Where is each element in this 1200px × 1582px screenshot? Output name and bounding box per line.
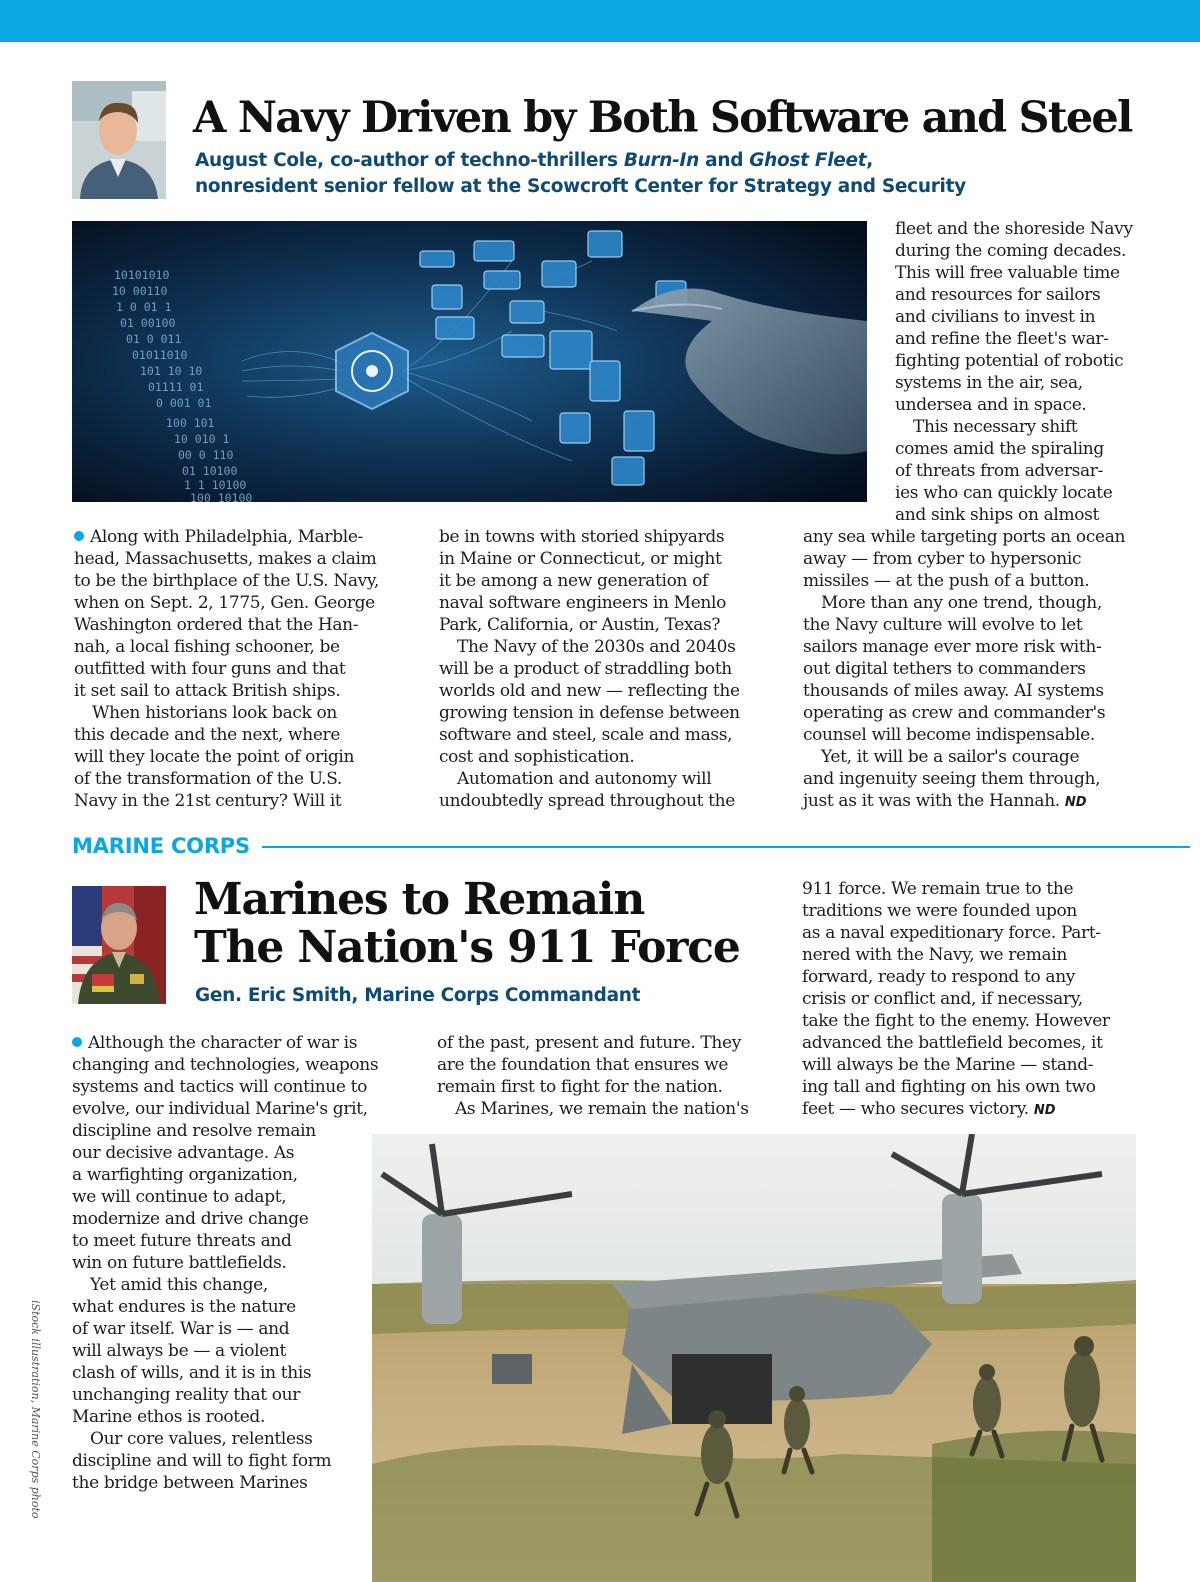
navy-column-3-top: fleet and the shoreside Navy during the coming decades. This will free valuable time and resources for sailors and civilians to invest in and refine the fleet's war- fighting potential of robotic systems in the air, sea, undersea and in space. This necessary shift comes amid the spiraling of threats from adversar- ies who can quickly locate and sink ships on almost <box>895 219 1133 525</box>
end-mark: ND <box>1064 795 1087 810</box>
svg-text:01 00100: 01 00100 <box>120 316 176 330</box>
top-color-bar <box>0 0 1200 42</box>
end-mark: ND <box>1033 1103 1056 1118</box>
paragraph-bullet-icon <box>74 531 84 541</box>
svg-text:01 0 011: 01 0 011 <box>126 332 182 346</box>
book-title-burn-in: Burn-In <box>623 150 700 171</box>
navy-headline: A Navy Driven by Both Software and Steel <box>193 93 1132 143</box>
section-label: MARINE CORPS <box>72 834 250 858</box>
svg-text:1 0 01 1: 1 0 01 1 <box>116 300 172 314</box>
section-divider <box>262 846 1190 848</box>
author-portrait-august-cole <box>72 81 166 199</box>
navy-column-2: be in towns with storied shipyards in Maine or Connecticut, or might it be among a new generation of naval software engineers in Menlo Park, California, or Austin, Texas? The Navy of the 2030s and 2040s will be a product of straddling both worlds old and new — reflecting the growing tension in defense between software and steel, scale and mass, cost and sophistication. Automation and autonomy will undoubtedly spread throughout the <box>439 527 740 811</box>
svg-text:10101010: 10101010 <box>114 268 170 282</box>
svg-text:00 0 110: 00 0 110 <box>178 448 234 462</box>
svg-text:100 10100: 100 10100 <box>190 491 253 502</box>
svg-text:100 101: 100 101 <box>166 416 215 430</box>
svg-text:0 001 01: 0 001 01 <box>156 396 212 410</box>
author-portrait-eric-smith <box>72 886 166 1004</box>
marine-headline <box>194 876 740 972</box>
svg-text:1 1 10100: 1 1 10100 <box>184 478 247 492</box>
marine-byline: Gen. Eric Smith, Marine Corps Commandant <box>195 985 641 1006</box>
navy-byline-line2: nonresident senior fellow at the Scowcroft Center for Strategy and Security <box>195 176 966 197</box>
paragraph-bullet-icon <box>72 1037 82 1047</box>
svg-text:01011010: 01011010 <box>132 348 188 362</box>
svg-text:10 010 1: 10 010 1 <box>174 432 230 446</box>
photo-credit: iStock illustration, Marine Corps photo <box>29 1300 42 1519</box>
marine-column-2: of the past, present and future. They are the foundation that ensures we remain first to fight for the nation. As Marines, we remain the nation's <box>437 1033 749 1119</box>
navy-column-1: Along with Philadelphia, Marble- head, Massachusetts, makes a claim to be the birthplace of the U.S. Navy, when on Sept. 2, 1775, Gen. George Washington ordered that the Han- nah, a local fishing schooner, be outfitted with four guns and that it set sail to attack British ships. When historians look back on this decade and the next, where will they locate the point of origin of the transformation of the U.S. Navy in the 21st century? Will it <box>74 527 379 811</box>
svg-text:01111 01: 01111 01 <box>148 380 204 394</box>
book-title-ghost-fleet: Ghost Fleet <box>749 150 867 171</box>
marine-column-1: Although the character of war is changing and technologies, weapons systems and tactics will continue to evolve, our individual Marine's grit, discipline and resolve remain our decisive advantage. As a warfighting organization, we will continue to adapt, modernize and drive change to meet future threats and win on future battlefields. Yet amid this change, what endures is the nature of war itself. War is — and will always be — a violent clash of wills, and it is in this unchanging reality that our Marine ethos is rooted. Our core values, relentless discipline and will to fight form the bridge between Marines <box>72 1033 379 1493</box>
svg-text:10 00110: 10 00110 <box>112 284 168 298</box>
navy-column-3-bottom: any sea while targeting ports an ocean away — from cyber to hypersonic missiles — at the push of a button. More than any one trend, though, the Navy culture will evolve to let sailors manage ever more risk with- out digital tethers to commanders thousands of miles away. AI systems operating as crew and commander's counsel will become indispensable. Yet, it will be a sailor's courage and ingenuity seeing them through, just as it was with the Hannah. ND <box>803 527 1126 811</box>
digital-interface-illustration <box>72 221 867 502</box>
svg-text:101 10 10: 101 10 10 <box>140 364 203 378</box>
svg-text:01 10100: 01 10100 <box>182 464 238 478</box>
marine-headline-line2: The Nation's 911 Force <box>194 922 740 973</box>
navy-byline <box>195 148 966 200</box>
marine-column-3: 911 force. We remain true to the traditions we were founded upon as a naval expeditionary force. Part- nered with the Navy, we remain forward, ready to respond to any crisis or conflict and, if necessary, take the fight to the enemy. However advanced the battlefield becomes, it will always be the Marine — stand- ing tall and fighting on his own two feet — who secures victory. ND <box>802 879 1110 1119</box>
marine-headline-line1: Marines to Remain <box>194 874 645 925</box>
osprey-marines-photo <box>372 1134 1136 1582</box>
navy-byline-line1: August Cole, co-author of techno-thrillers Burn-In and Ghost Fleet, <box>195 150 874 171</box>
